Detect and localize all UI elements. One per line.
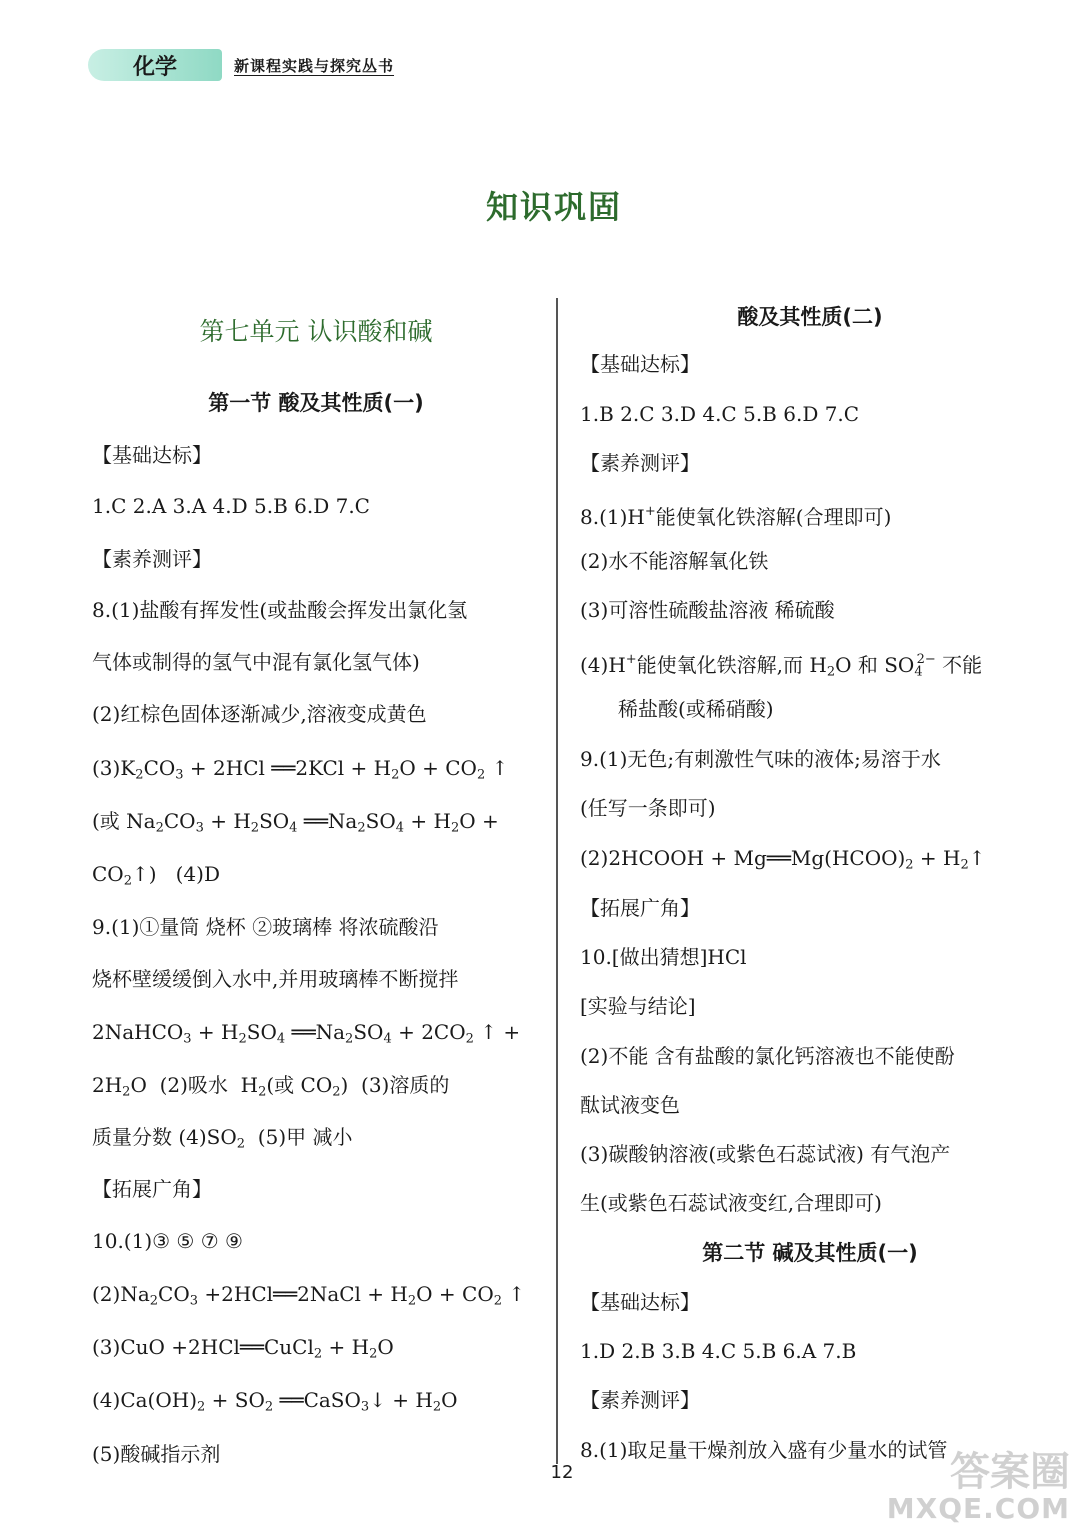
section-title: 第一节 酸及其性质(一) (208, 391, 424, 415)
answer-text: (2)水不能溶解氧化铁 (580, 549, 769, 573)
answer-text: [实验与结论] (580, 994, 696, 1018)
answer-text: (4)H+能使氧化铁溶解,而 $H_2O$ 和 $SO_4^{2-}$ 不能 (580, 652, 983, 680)
equation: $(2)Na_2CO_3$ +2HCl══2NaCl + $H_2O + CO_2$ ↑ (92, 1282, 526, 1309)
section-title: 酸及其性质(二) (737, 305, 883, 329)
extend-label: 【拓展广角】 (580, 896, 700, 920)
quality-label: 【素养测评】 (580, 451, 700, 475)
answer-text: (3)碳酸钠溶液(或紫色石蕊试液) 有气泡产 (580, 1142, 951, 1166)
answer-text: 8.(1)盐酸有挥发性(或盐酸会挥发出氯化氢 (92, 598, 468, 622)
equation: $(3)K_2CO_3 + 2HCl$ ══2KCl + $H_2O + CO_2$ ↑ (92, 756, 509, 783)
quality-label: 【素养测评】 (92, 547, 212, 571)
quality-label: 【素养测评】 (580, 1388, 700, 1412)
answer-text: 9.(1)无色;有刺激性气味的液体;易溶于水 (580, 747, 941, 771)
answers-line: 1.C 2.A 3.A 4.D 5.B 6.D 7.C (92, 494, 370, 518)
answer-text: 生(或紫色石蕊试液变红,合理即可) (580, 1191, 882, 1215)
unit-title: 第七单元 认识酸和碱 (199, 317, 433, 346)
column-divider (556, 298, 558, 1464)
watermark-url: MXQE.COM (886, 1492, 1070, 1525)
answer-text: 8.(1)H+能使氧化铁溶解(合理即可) (580, 504, 892, 530)
equation: $(4)Ca(OH)_2 + SO_2$ ══CaSO$_3$↓ + $H_2O$ (92, 1388, 458, 1415)
watermark-text: 答案圈 (950, 1449, 1070, 1495)
extend-label: 【拓展广角】 (92, 1177, 212, 1201)
equation: $2H_2O$ (2)吸水 $H_2$(或 $CO_2$) (3)溶质的 (92, 1073, 450, 1100)
answer-text: (2)红棕色固体逐渐减少,溶液变成黄色 (92, 702, 427, 726)
series-name: 新课程实践与探究丛书 (234, 56, 395, 75)
equation: (2)2HCOOH + $Mg══Mg(HCOO)_2$ + $H_2↑$ (580, 846, 986, 873)
basic-label: 【基础达标】 (580, 1290, 700, 1314)
answer-text: 烧杯壁缓缓倒入水中,并用玻璃棒不断搅拌 (92, 967, 459, 991)
answer-text: 10.[做出猜想]HCl (580, 945, 747, 969)
answer-text: (5)酸碱指示剂 (92, 1442, 221, 1466)
answer-text: 酞试液变色 (580, 1093, 680, 1117)
equation: (或 $Na_2CO_3 + H_2SO_4$ $══Na_2SO_4 + H_2O$ + (92, 809, 499, 836)
answer-text: (任写一条即可) (580, 796, 716, 820)
equation: 2NaHCO$_3$ + $H_2SO_4$ $══Na_2SO_4 + 2CO_2$ ↑ + (92, 1020, 521, 1047)
answer-text: (2)不能 含有盐酸的氯化钙溶液也不能使酚 (580, 1044, 955, 1068)
page-number: 12 (550, 1462, 574, 1483)
answer-text: 气体或制得的氢气中混有氯化氢气体) (92, 650, 420, 674)
basic-label: 【基础达标】 (580, 352, 700, 376)
answers-line: 1.D 2.B 3.B 4.C 5.B 6.A 7.B (580, 1339, 857, 1363)
answer-text: 稀盐酸(或稀硝酸) (618, 697, 774, 721)
equation: (3)CuO +2HCl══CuCl$_2$ + $H_2O$ (92, 1335, 394, 1362)
section-title: 第二节 碱及其性质(一) (702, 1241, 918, 1265)
answer-text: 8.(1)取足量干燥剂放入盛有少量水的试管 (580, 1438, 948, 1462)
watermark (880, 1440, 1080, 1536)
basic-label: 【基础达标】 (92, 443, 212, 467)
equation: $CO_2↑$) (4)D (92, 862, 220, 889)
page-header (88, 48, 394, 82)
answer-text: (3)可溶性硫酸盐溶液 稀硫酸 (580, 598, 835, 622)
answers-line: 1.B 2.C 3.D 4.C 5.B 6.D 7.C (580, 402, 860, 426)
answer-text: 10.(1)③ ⑤ ⑦ ⑨ (92, 1229, 243, 1253)
answer-text: 质量分数 $(4)SO_2$ (5)甲 减小 (92, 1125, 353, 1152)
page-title: 知识巩固 (485, 188, 622, 226)
answer-text: 9.(1)①量筒 烧杯 ②玻璃棒 将浓硫酸沿 (92, 915, 439, 939)
subject-tab: 化学 (88, 49, 222, 81)
